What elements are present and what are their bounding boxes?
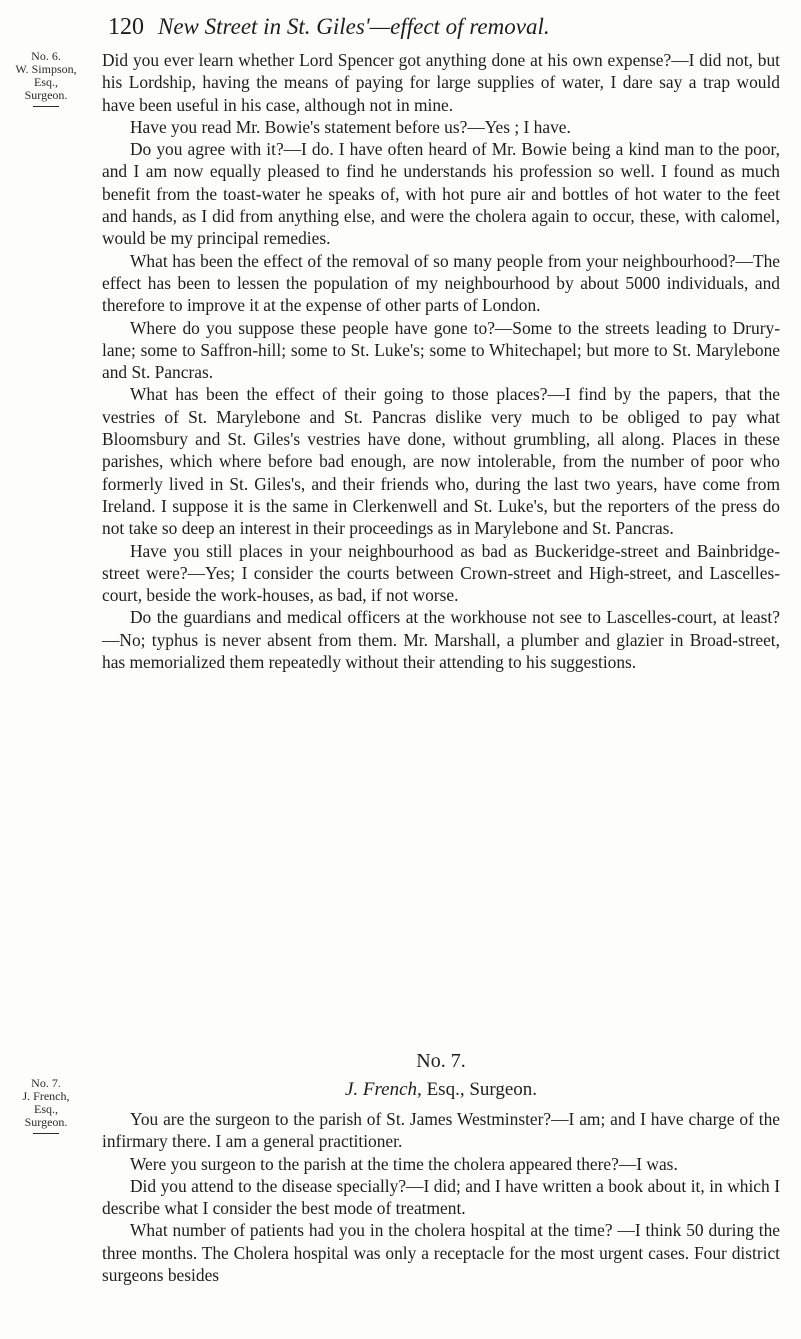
testimony-no-7 xyxy=(102,1108,780,1286)
testimony-paragraph: Did you attend to the disease specially?—I did; and I have written a book about it, in which I describe what I consider the best mode of treatment. xyxy=(102,1175,780,1219)
testimony-paragraph: Have you read Mr. Bowie's statement before us?—Yes ; I have. xyxy=(130,116,571,137)
testimony-paragraph: Were you surgeon to the parish at the time the cholera appeared there?—I was. xyxy=(130,1153,678,1174)
witness-name: J. French, xyxy=(344,1079,422,1100)
margin-note-title: Esq., xyxy=(34,75,58,89)
testimony-paragraph: Where do you suppose these people have gone to?—Some to the streets leading to Drury-lane; some to Saffron-hill; some to St. Luke's; some to Whitechapel; but more to St. Marylebone and St. Pancras. xyxy=(102,317,780,383)
section-heading-no-7: No. 7. xyxy=(416,1050,466,1072)
margin-note-number: No. 7. xyxy=(31,1076,61,1090)
testimony-paragraph: Do you agree with it?—I do. I have often heard of Mr. Bowie being a kind man to the poor, and I am now equally pleased to find he understands his profession so well. I found as much benefit from the toast-water he speaks of, with hot pure air and bottles of hot water to the feet and hands, as I did from anything else, and were the cholera again to occur, these, with calomel, would be my principal remedies. xyxy=(102,139,780,249)
page-number: 120 xyxy=(108,14,144,40)
margin-note-title: Esq., xyxy=(34,1102,58,1116)
testimony-no-6 xyxy=(102,49,780,673)
witness-line-no-7 xyxy=(102,1079,780,1101)
margin-note-name: W. Simpson, xyxy=(15,62,77,76)
testimony-paragraph: Do the guardians and medical officers at the workhouse not see to Lascelles-court, at least?—No; typhus is never absent from them. Mr. Marshall, a plumber and glazier in Broad-street, has memorialized them repeatedly without their attending to his suggestions. xyxy=(102,607,780,673)
margin-note-role: Surgeon. xyxy=(24,1115,68,1129)
testimony-paragraph: You are the surgeon to the parish of St. James Westminster?—I am; and I have charge of the infirmary there. I am a general practitioner. xyxy=(102,1109,780,1152)
margin-note-rule xyxy=(33,106,59,107)
page-header xyxy=(0,8,801,42)
running-title: New Street in St. Giles'—effect of removal. xyxy=(158,14,550,39)
margin-note-rule xyxy=(33,1133,59,1134)
witness-title: Esq., Surgeon. xyxy=(426,1079,538,1100)
testimony-paragraph: What has been the effect of the removal of so many people from your neighbourhood?—The effect has been to lessen the population of my neighbourhood by about 5000 individuals, and therefore to improve it at the expense of other parts of London. xyxy=(102,250,780,316)
testimony-paragraph: Have you still places in your neighbourhood as bad as Buckeridge-street and Bainbridge-street were?—Yes; I consider the courts between Crown-street and High-street, and Lascelles-court, beside the work-houses, as bad, if not worse. xyxy=(102,540,780,606)
margin-note-number: No. 6. xyxy=(31,49,61,63)
margin-note-role: Surgeon. xyxy=(24,88,68,102)
margin-note-name: J. French, xyxy=(22,1089,70,1103)
margin-note-witness-6 xyxy=(0,50,92,107)
testimony-paragraph: What number of patients had you in the cholera hospital at the time? —I think 50 during the three months. The Cholera hospital was only a receptacle for the most urgent cases. Four district surgeons besides xyxy=(102,1220,780,1286)
testimony-paragraph: What has been the effect of their going to those places?—I find by the papers, that the vestries of St. Marylebone and St. Pancras dislike very much to be obliged to pay what Bloomsbury and St. Giles's vestries have done, without grumbling, all along. Places in these parishes, which where before bad enough, are now intolerable, from the number of poor who formerly lived in St. Giles's, and their friends who, during the last two years, have come from Ireland. I suppose it is the same in Clerkenwell and St. Luke's, but the reporters of the press do not take so deep an interest in their proceedings as in Marylebone and St. Pancras. xyxy=(102,384,780,539)
margin-note-witness-7 xyxy=(0,1077,92,1134)
testimony-paragraph: Did you ever learn whether Lord Spencer got anything done at his own expense?—I did not, but his Lordship, having the means of paying for large supplies of water, I dare say a trap would have been useful in his case, although not in mine. xyxy=(102,50,780,115)
